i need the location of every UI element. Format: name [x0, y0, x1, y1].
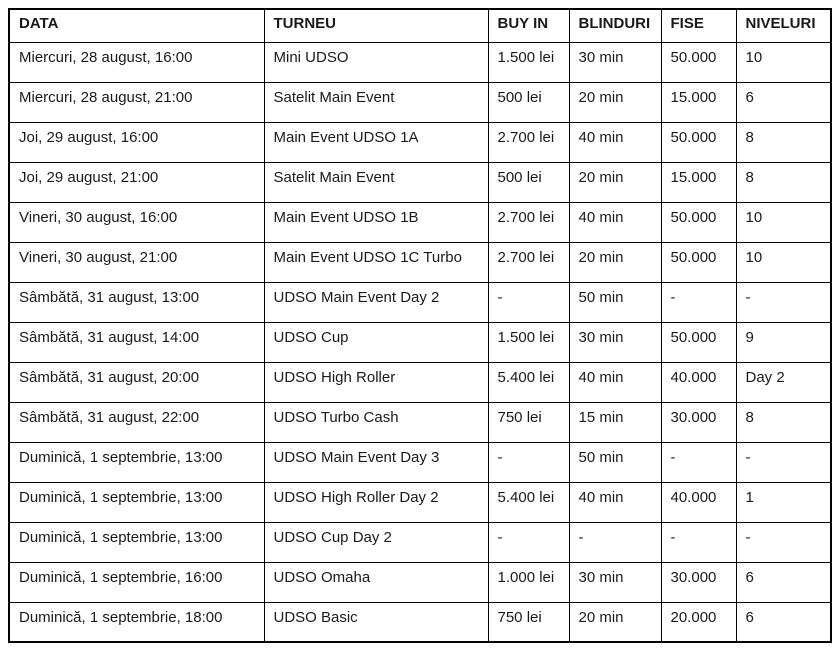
- cell-fise: 20.000: [661, 602, 736, 642]
- cell-turneu: Main Event UDSO 1B: [264, 202, 488, 242]
- cell-buyin: 1.500 lei: [488, 322, 569, 362]
- cell-fise: 50.000: [661, 122, 736, 162]
- cell-data: Sâmbătă, 31 august, 20:00: [9, 362, 264, 402]
- cell-turneu: Main Event UDSO 1C Turbo: [264, 242, 488, 282]
- cell-data: Duminică, 1 septembrie, 13:00: [9, 522, 264, 562]
- cell-data: Vineri, 30 august, 16:00: [9, 202, 264, 242]
- table-row: [9, 162, 831, 202]
- table-row: [9, 602, 831, 642]
- cell-buyin: 750 lei: [488, 402, 569, 442]
- table-row: [9, 522, 831, 562]
- cell-buyin: 2.700 lei: [488, 122, 569, 162]
- cell-blinduri: 30 min: [569, 322, 661, 362]
- table-row: [9, 562, 831, 602]
- cell-buyin: 750 lei: [488, 602, 569, 642]
- cell-turneu: UDSO Turbo Cash: [264, 402, 488, 442]
- cell-turneu: Satelit Main Event: [264, 162, 488, 202]
- cell-turneu: UDSO Cup Day 2: [264, 522, 488, 562]
- cell-fise: 15.000: [661, 82, 736, 122]
- table-row: [9, 362, 831, 402]
- cell-niveluri: 8: [736, 162, 831, 202]
- cell-blinduri: 40 min: [569, 362, 661, 402]
- cell-buyin: 500 lei: [488, 162, 569, 202]
- cell-blinduri: 40 min: [569, 202, 661, 242]
- cell-fise: 30.000: [661, 402, 736, 442]
- cell-niveluri: -: [736, 522, 831, 562]
- cell-data: Duminică, 1 septembrie, 13:00: [9, 482, 264, 522]
- cell-turneu: UDSO Main Event Day 3: [264, 442, 488, 482]
- cell-turneu: Main Event UDSO 1A: [264, 122, 488, 162]
- cell-turneu: UDSO Basic: [264, 602, 488, 642]
- table-row: [9, 442, 831, 482]
- cell-data: Sâmbătă, 31 august, 14:00: [9, 322, 264, 362]
- table-row: [9, 282, 831, 322]
- table-row: [9, 242, 831, 282]
- cell-turneu: UDSO Omaha: [264, 562, 488, 602]
- cell-buyin: 5.400 lei: [488, 482, 569, 522]
- cell-fise: 40.000: [661, 362, 736, 402]
- table-row: [9, 322, 831, 362]
- table-row: [9, 402, 831, 442]
- table-row: [9, 202, 831, 242]
- cell-turneu: Satelit Main Event: [264, 82, 488, 122]
- cell-niveluri: 6: [736, 602, 831, 642]
- column-header-turneu: TURNEU: [264, 9, 488, 42]
- cell-buyin: -: [488, 522, 569, 562]
- cell-buyin: 1.500 lei: [488, 42, 569, 82]
- column-header-data: DATA: [9, 9, 264, 42]
- cell-niveluri: 9: [736, 322, 831, 362]
- cell-buyin: -: [488, 282, 569, 322]
- cell-fise: -: [661, 442, 736, 482]
- cell-niveluri: -: [736, 282, 831, 322]
- table-row: [9, 482, 831, 522]
- table-header-row: [9, 9, 831, 42]
- cell-niveluri: -: [736, 442, 831, 482]
- cell-fise: 50.000: [661, 42, 736, 82]
- column-header-fise: FISE: [661, 9, 736, 42]
- cell-niveluri: 6: [736, 562, 831, 602]
- cell-fise: 15.000: [661, 162, 736, 202]
- column-header-niveluri: NIVELURI: [736, 9, 831, 42]
- cell-niveluri: 6: [736, 82, 831, 122]
- cell-data: Miercuri, 28 august, 21:00: [9, 82, 264, 122]
- cell-fise: 40.000: [661, 482, 736, 522]
- cell-data: Vineri, 30 august, 21:00: [9, 242, 264, 282]
- cell-niveluri: 10: [736, 202, 831, 242]
- cell-buyin: 2.700 lei: [488, 202, 569, 242]
- cell-niveluri: 10: [736, 42, 831, 82]
- cell-blinduri: 20 min: [569, 82, 661, 122]
- cell-blinduri: 50 min: [569, 282, 661, 322]
- cell-blinduri: 30 min: [569, 42, 661, 82]
- cell-blinduri: -: [569, 522, 661, 562]
- cell-blinduri: 20 min: [569, 602, 661, 642]
- cell-blinduri: 50 min: [569, 442, 661, 482]
- cell-fise: -: [661, 522, 736, 562]
- cell-turneu: Mini UDSO: [264, 42, 488, 82]
- cell-turneu: UDSO Main Event Day 2: [264, 282, 488, 322]
- table-row: [9, 82, 831, 122]
- cell-fise: 50.000: [661, 242, 736, 282]
- cell-fise: 50.000: [661, 202, 736, 242]
- cell-fise: 30.000: [661, 562, 736, 602]
- cell-niveluri: 8: [736, 122, 831, 162]
- cell-turneu: UDSO High Roller Day 2: [264, 482, 488, 522]
- cell-blinduri: 20 min: [569, 242, 661, 282]
- cell-niveluri: 10: [736, 242, 831, 282]
- table-row: [9, 122, 831, 162]
- column-header-blinduri: BLINDURI: [569, 9, 661, 42]
- cell-blinduri: 30 min: [569, 562, 661, 602]
- cell-data: Joi, 29 august, 16:00: [9, 122, 264, 162]
- table-row: [9, 42, 831, 82]
- cell-buyin: 2.700 lei: [488, 242, 569, 282]
- cell-data: Miercuri, 28 august, 16:00: [9, 42, 264, 82]
- cell-data: Duminică, 1 septembrie, 18:00: [9, 602, 264, 642]
- tournament-schedule-table-container: [8, 8, 832, 643]
- cell-buyin: 1.000 lei: [488, 562, 569, 602]
- cell-turneu: UDSO High Roller: [264, 362, 488, 402]
- table-body: [9, 42, 831, 642]
- cell-niveluri: 8: [736, 402, 831, 442]
- cell-niveluri: 1: [736, 482, 831, 522]
- cell-buyin: -: [488, 442, 569, 482]
- cell-niveluri: Day 2: [736, 362, 831, 402]
- tournament-schedule-table: [8, 8, 832, 643]
- cell-data: Joi, 29 august, 21:00: [9, 162, 264, 202]
- cell-data: Sâmbătă, 31 august, 13:00: [9, 282, 264, 322]
- cell-buyin: 5.400 lei: [488, 362, 569, 402]
- cell-blinduri: 40 min: [569, 482, 661, 522]
- cell-turneu: UDSO Cup: [264, 322, 488, 362]
- cell-data: Sâmbătă, 31 august, 22:00: [9, 402, 264, 442]
- cell-fise: -: [661, 282, 736, 322]
- cell-data: Duminică, 1 septembrie, 16:00: [9, 562, 264, 602]
- cell-buyin: 500 lei: [488, 82, 569, 122]
- cell-blinduri: 20 min: [569, 162, 661, 202]
- cell-blinduri: 40 min: [569, 122, 661, 162]
- column-header-buyin: BUY IN: [488, 9, 569, 42]
- cell-data: Duminică, 1 septembrie, 13:00: [9, 442, 264, 482]
- cell-blinduri: 15 min: [569, 402, 661, 442]
- cell-fise: 50.000: [661, 322, 736, 362]
